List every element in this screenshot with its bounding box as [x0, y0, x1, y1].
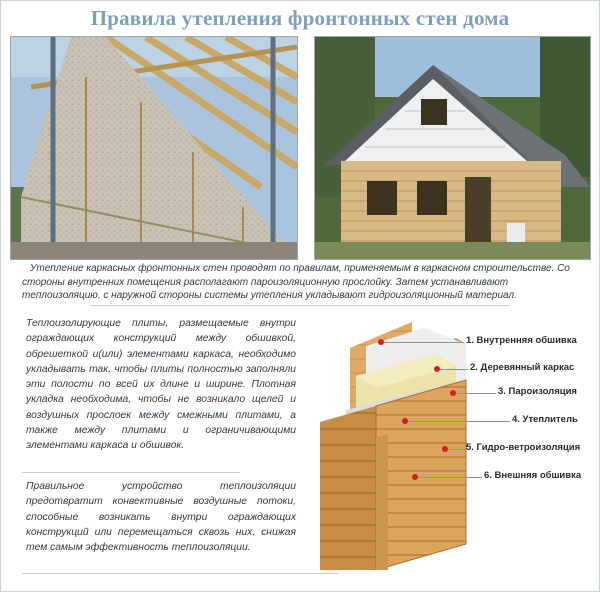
intro-caption: Утепление каркасных фронтонных стен проводят по правилам, применяемым в каркасном строительстве. Со стороны внутренних помещения располагают пароизоляционную прослойку. Затем устанавливают теплоизоляцию. с наружной стороны системы утепления укладывают гидроизоляционный материал. [22, 263, 570, 301]
convection-paragraph: Правильное устройство теплоизоляции предотвратит конвективные воздушные потоки, способные возникать внутри ограждающих конструкций или перемещаться сквозь них, снижая тем самым эффективность теплоизоляции. [26, 481, 296, 554]
caption-divider [90, 305, 510, 306]
layer-label-5: 5. Гидро-ветроизоляция [466, 442, 581, 453]
leader-line-5 [448, 449, 466, 450]
page-title: Правила утепления фронтонных стен дома [90, 6, 510, 30]
photo-timber-house [314, 36, 591, 260]
leader-line-3 [456, 393, 496, 394]
leader-line-2 [440, 369, 468, 370]
layer-label-6: 6. Внешняя обшивка [484, 470, 582, 481]
paragraph-divider [22, 472, 240, 473]
layer-label-3: 3. Пароизоляция [498, 386, 577, 397]
bottom-divider [22, 573, 338, 574]
layer-label-2: 2. Деревянный каркас [470, 362, 575, 373]
timber-house-illustration [315, 37, 590, 259]
photo-gable-insulation [10, 36, 298, 260]
gable-insulation-illustration [11, 37, 297, 259]
insulation-paragraph: Теплоизолирующие плиты, размещаемые внутри ограждающих конструкций между обшивкой, обрешеткой и(или) элементами каркаса, необходимо укладывать так, чтобы плиты полностью заполняли эти полости по всей их длине и ширине. Плотная укладка необходима, чтобы не возникало щелей и воздушных прослоек между смежными плитами, а также между плитами и ограничивающими элементами каркаса и обшивок. [26, 318, 296, 452]
layer-label-4: 4. Утеплитель [512, 414, 578, 425]
leader-line-4 [408, 421, 510, 422]
leader-line-6 [418, 477, 482, 478]
leader-line-1 [384, 342, 464, 343]
wall-layers-diagram [316, 318, 586, 570]
layer-label-1: 1. Внутренняя обшивка [466, 335, 577, 346]
